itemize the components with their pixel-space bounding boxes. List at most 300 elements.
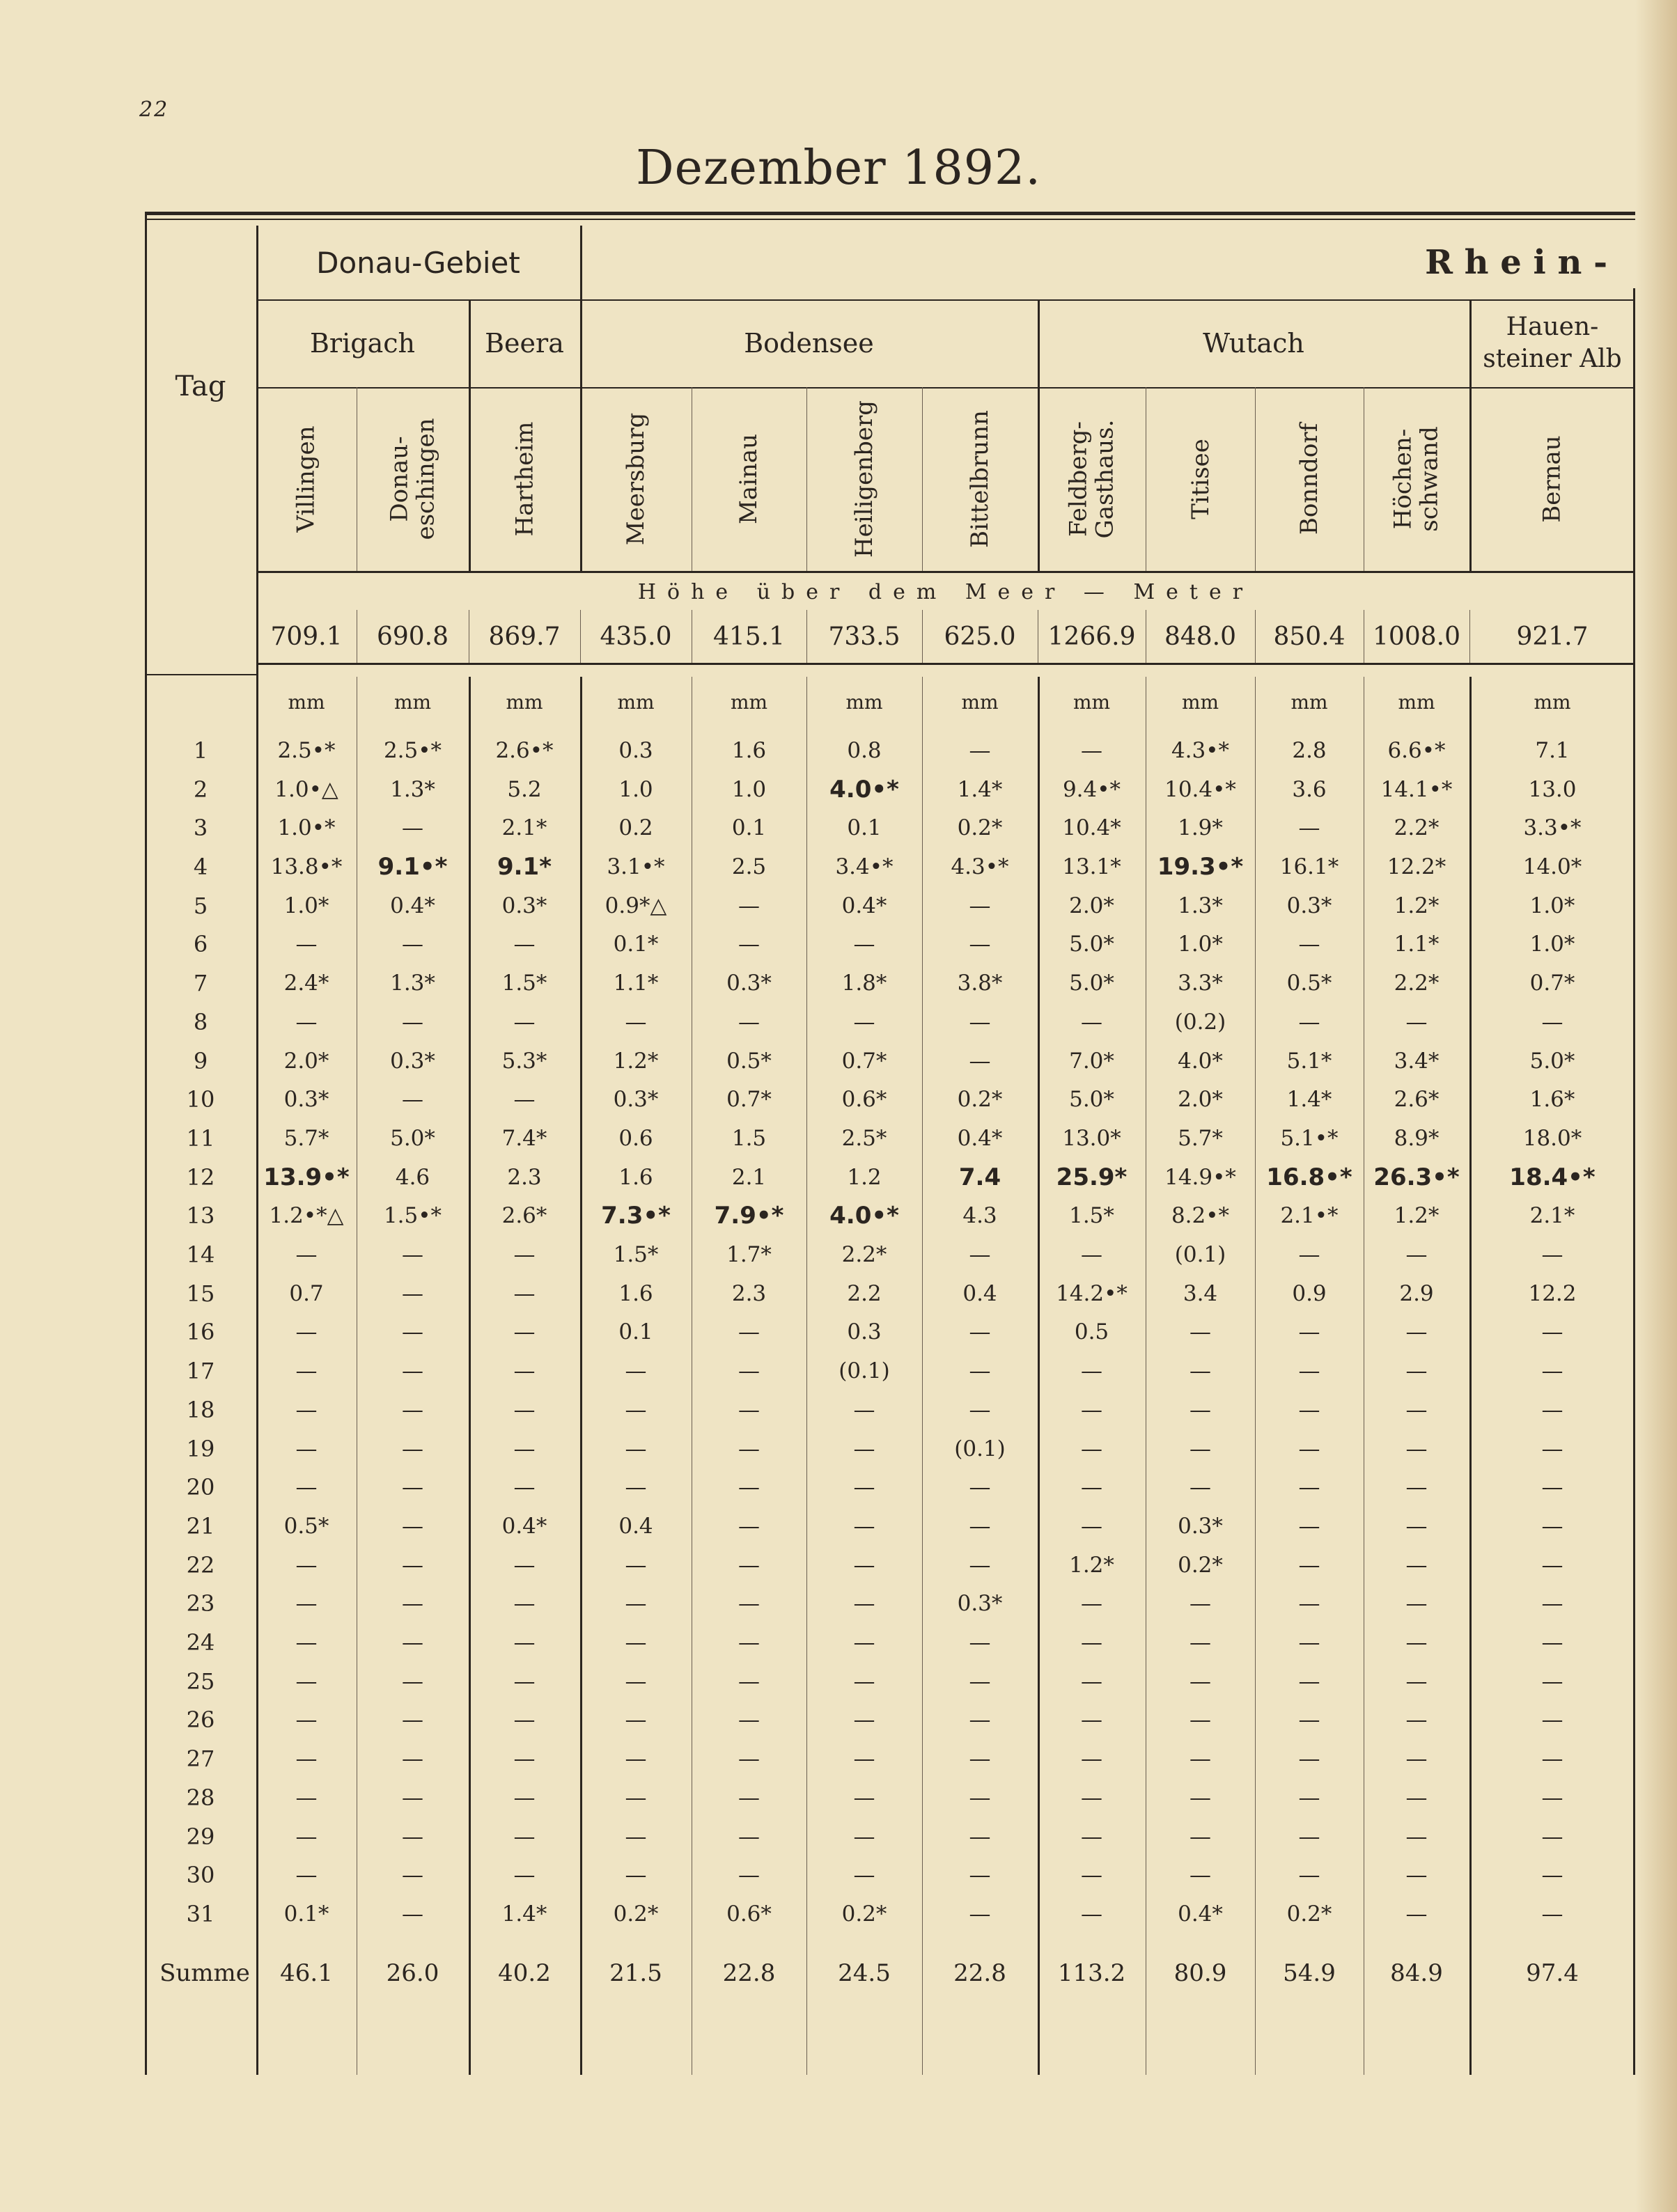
precipitation-cell: — [513,1319,536,1345]
precipitation-cell: — [1405,1397,1428,1422]
precipitation-cell: 0.3* [283,1087,329,1113]
precipitation-cell: — [1298,1009,1320,1035]
precipitation-cell: — [853,1862,875,1888]
precipitation-cell: — [1190,1319,1211,1345]
precipitation-cell: — [1298,1358,1320,1384]
precipitation-cell: — [738,1668,760,1694]
precipitation-cell: — [853,1591,875,1617]
precipitation-cell: 2.9 [1399,1280,1434,1306]
precipitation-cell: 0.2* [1286,1901,1332,1927]
precipitation-cell: 1.5* [1069,1203,1114,1229]
monthly-sum: 26.0 [386,1959,439,1987]
precipitation-cell: — [1190,1784,1211,1810]
precipitation-cell: — [1405,1823,1428,1849]
precipitation-cell: — [625,1358,647,1384]
precipitation-cell: 1.0 [731,776,767,802]
precipitation-cell: 0.2* [613,1901,659,1927]
precipitation-cell: — [513,1862,536,1888]
station-altitude: 1266.9 [1047,622,1136,651]
precipitation-cell: — [402,815,423,841]
precipitation-cell: — [1081,1242,1102,1268]
unit-label: mm [617,690,655,714]
precipitation-cell: 5.3* [501,1048,547,1074]
precipitation-cell: — [402,1242,423,1268]
precipitation-cell: 1.0* [1178,932,1223,957]
day-number: 26 [186,1707,215,1734]
precipitation-cell: 0.7* [841,1048,887,1074]
precipitation-cell: — [1405,1475,1428,1500]
table-top-rule [145,212,1635,215]
precipitation-cell: 18.4•* [1509,1163,1596,1191]
station-altitude: 850.4 [1273,622,1346,651]
monthly-sum: 97.4 [1526,1959,1579,1987]
river-wutach: Wutach [1203,328,1304,359]
precipitation-cell: — [1541,1746,1563,1772]
precipitation-cell: 0.2* [841,1901,887,1927]
day-number: 8 [193,1008,208,1035]
precipitation-cell: 1.3* [1178,893,1223,918]
precipitation-cell: (0.1) [838,1358,890,1384]
precipitation-cell: — [295,932,318,957]
day-number: 18 [186,1396,215,1423]
precipitation-cell: — [402,1280,423,1306]
precipitation-cell: 9.4•* [1062,776,1121,802]
precipitation-cell: — [853,1513,875,1539]
precipitation-cell: — [513,932,536,957]
precipitation-cell: 0.4* [390,893,435,918]
station-altitude: 690.8 [376,622,449,651]
precipitation-cell: 7.0* [1069,1048,1114,1074]
precipitation-cell: 19.3•* [1157,853,1244,881]
precipitation-cell: 2.1* [501,815,547,841]
precipitation-cell: — [1405,1668,1428,1694]
precipitation-cell: 1.9* [1178,815,1223,841]
precipitation-cell: 0.3* [957,1591,1003,1617]
precipitation-cell: — [402,1319,423,1345]
precipitation-cell: — [969,1319,991,1345]
precipitation-cell: — [295,1242,318,1268]
precipitation-cell: 1.2* [1394,893,1440,918]
precipitation-cell: 1.5 [731,1125,767,1151]
station-name [1364,387,1469,571]
precipitation-cell: — [853,1784,875,1810]
precipitation-cell: 2.6* [1394,1087,1440,1113]
day-number: 24 [186,1629,215,1656]
day-number: 31 [186,1900,215,1927]
monthly-sum: 84.9 [1390,1959,1443,1987]
precipitation-cell: — [1081,1009,1102,1035]
precipitation-cell: — [513,1009,536,1035]
precipitation-cell: — [1405,1862,1428,1888]
precipitation-cell: — [738,1552,760,1578]
precipitation-cell: — [1298,932,1320,957]
day-number: 23 [186,1590,215,1617]
river-bodensee: Bodensee [744,328,874,359]
precipitation-cell: — [1405,1242,1428,1268]
precipitation-cell: 1.5•* [383,1203,442,1229]
station-label: Bernau [1538,435,1566,523]
precipitation-cell: — [1298,1242,1320,1268]
precipitation-cell: — [1081,1513,1102,1539]
precipitation-cell: 13.8•* [270,854,343,880]
unit-label: mm [506,690,543,714]
precipitation-cell: 0.5* [283,1513,329,1539]
precipitation-cell: 2.2* [1394,971,1440,996]
precipitation-cell: — [1190,1475,1211,1500]
station-label: Mainau [735,433,763,525]
precipitation-cell: — [738,1436,760,1461]
precipitation-cell: — [738,1784,760,1810]
precipitation-cell: 0.5* [726,1048,772,1074]
precipitation-cell: 2.5•* [277,737,336,763]
precipitation-cell: 4.0•* [829,1202,899,1230]
precipitation-cell: — [1190,1358,1211,1384]
precipitation-cell: — [1541,1552,1563,1578]
precipitation-cell: — [1405,1436,1428,1461]
precipitation-cell: 1.5* [613,1242,659,1268]
precipitation-cell: 0.1* [613,932,659,957]
precipitation-cell: — [1081,1668,1102,1694]
precipitation-cell: — [513,1436,536,1461]
precipitation-cell: — [969,1009,991,1035]
page-edge-shadow [1635,0,1677,2212]
precipitation-cell: — [1298,1513,1320,1539]
precipitation-cell: — [853,1436,875,1461]
precipitation-cell: — [1298,1319,1320,1345]
precipitation-cell: 0.3* [726,971,772,996]
precipitation-cell: 4.3 [962,1203,997,1229]
precipitation-cell: 2.2* [1394,815,1440,841]
precipitation-cell: — [295,1630,318,1656]
precipitation-cell: — [969,1242,991,1268]
station-label: Bittelbrunn [966,410,994,548]
precipitation-cell: 0.4* [501,1513,547,1539]
precipitation-cell: — [513,1707,536,1733]
precipitation-cell: 1.7* [726,1242,772,1268]
precipitation-cell: — [295,1707,318,1733]
monthly-sum: 54.9 [1283,1959,1336,1987]
precipitation-cell: — [738,1862,760,1888]
precipitation-cell: 2.2 [847,1280,882,1306]
precipitation-cell: — [1298,1591,1320,1617]
precipitation-cell: — [969,737,991,763]
precipitation-cell: 5.0* [1069,932,1114,957]
unit-label: mm [961,690,999,714]
precipitation-cell: 0.2* [1178,1552,1223,1578]
precipitation-cell: — [402,1784,423,1810]
precipitation-cell: 8.9* [1394,1125,1440,1151]
precipitation-cell: 14.9•* [1164,1164,1236,1190]
station-label: Höchen- schwand [1389,426,1444,532]
precipitation-cell: 1.2* [1394,1203,1440,1229]
table-top-rule-inner [145,219,1635,220]
station-name [692,387,806,571]
precipitation-cell: — [969,932,991,957]
precipitation-cell: 0.5* [1286,971,1332,996]
precipitation-cell: — [625,1707,647,1733]
unit-label: mm [1534,690,1571,714]
precipitation-cell: 0.7* [726,1087,772,1113]
precipitation-cell: — [1541,1513,1563,1539]
monthly-sum: 22.8 [953,1959,1006,1987]
river-hauensteiner-alb: Hauen- steiner Alb [1483,313,1622,373]
precipitation-cell: — [1081,1475,1102,1500]
precipitation-cell: — [1081,1784,1102,1810]
precipitation-cell: 1.2•*△ [269,1203,344,1229]
precipitation-cell: 1.4* [1286,1087,1332,1113]
precipitation-cell: — [1190,1436,1211,1461]
precipitation-cell: 1.2* [1069,1552,1114,1578]
precipitation-cell: — [1405,1009,1428,1035]
station-name [1255,387,1364,571]
station-altitude: 848.0 [1164,622,1237,651]
precipitation-cell: 5.0* [390,1125,435,1151]
precipitation-cell: — [295,1746,318,1772]
precipitation-cell: 1.1* [613,971,659,996]
station-altitude: 1008.0 [1373,622,1460,651]
precipitation-cell: 0.3 [847,1319,882,1345]
precipitation-cell: — [625,1668,647,1694]
precipitation-cell: 0.4* [957,1125,1003,1151]
precipitation-cell: — [1298,1475,1320,1500]
precipitation-cell: 18.0* [1522,1125,1582,1151]
monthly-sum: 22.8 [722,1959,776,1987]
monthly-sum: 40.2 [498,1959,551,1987]
precipitation-cell: — [853,1707,875,1733]
precipitation-cell: — [969,1862,991,1888]
station-label: Villingen [292,425,321,533]
day-number: 11 [186,1124,215,1152]
precipitation-cell: — [402,1591,423,1617]
precipitation-cell: — [402,1630,423,1656]
precipitation-cell: 3.1•* [607,854,665,880]
precipitation-cell: — [1541,1630,1563,1656]
river-beera: Beera [485,328,564,359]
precipitation-cell: 12.2 [1528,1280,1577,1306]
precipitation-cell: — [738,1397,760,1422]
precipitation-cell: 5.7* [283,1125,329,1151]
precipitation-cell: — [513,1280,536,1306]
page-title: Dezember 1892. [636,141,1041,196]
precipitation-cell: — [738,1630,760,1656]
altitude-label: Höhe über dem Meer — Meter [637,579,1254,604]
precipitation-cell: — [738,1475,760,1500]
precipitation-cell: — [402,1901,423,1927]
precipitation-cell: 6.6•* [1387,737,1446,763]
day-number: 3 [193,815,208,842]
unit-label: mm [845,690,883,714]
precipitation-cell: — [969,1552,991,1578]
precipitation-cell: — [625,1475,647,1500]
precipitation-cell: — [625,1591,647,1617]
precipitation-cell: 1.0* [1529,893,1575,918]
precipitation-cell: — [402,1475,423,1500]
precipitation-cell: — [853,1397,875,1422]
precipitation-cell: 2.1 [731,1164,767,1190]
station-name [256,387,357,571]
precipitation-cell: — [738,893,760,918]
precipitation-cell: 1.0* [1529,932,1575,957]
precipitation-cell: — [738,1009,760,1035]
precipitation-cell: — [969,1668,991,1694]
precipitation-cell: — [1298,1436,1320,1461]
precipitation-cell: 1.3* [390,776,435,802]
precipitation-cell: — [625,1436,647,1461]
precipitation-cell: — [513,1242,536,1268]
precipitation-cell: — [1298,1746,1320,1772]
precipitation-cell: — [969,1630,991,1656]
precipitation-cell: — [625,1397,647,1422]
precipitation-cell: — [295,1009,318,1035]
precipitation-cell: — [295,1397,318,1422]
precipitation-cell: 2.1•* [1280,1203,1339,1229]
precipitation-cell: — [1081,1746,1102,1772]
precipitation-cell: — [1541,1475,1563,1500]
precipitation-cell: — [1541,1862,1563,1888]
precipitation-cell: 2.3 [731,1280,767,1306]
precipitation-cell: — [1190,1746,1211,1772]
summe-label: Summe [159,1959,250,1987]
station-label: Donau- eschingen [385,418,440,540]
precipitation-cell: — [1405,1358,1428,1384]
precipitation-cell: 0.3* [390,1048,435,1074]
unit-label: mm [288,690,325,714]
precipitation-cell: — [1190,1862,1211,1888]
precipitation-cell: 0.4 [962,1280,997,1306]
day-number: 27 [186,1746,215,1773]
precipitation-cell: — [1081,737,1102,763]
precipitation-cell: — [853,1552,875,1578]
precipitation-cell: 7.4* [501,1125,547,1151]
station-name [922,387,1038,571]
precipitation-cell: — [1405,1591,1428,1617]
precipitation-cell: — [295,1552,318,1578]
precipitation-cell: 2.2* [841,1242,887,1268]
day-number: 25 [186,1668,215,1695]
precipitation-cell: 4.0•* [829,775,899,803]
precipitation-cell: — [295,1475,318,1500]
precipitation-cell: — [625,1746,647,1772]
precipitation-cell: — [402,1862,423,1888]
station-label: Titisee [1186,439,1215,519]
station-altitude: 709.1 [270,622,343,651]
precipitation-cell: — [1190,1668,1211,1694]
precipitation-cell: — [295,1862,318,1888]
precipitation-cell: 0.9*△ [604,893,667,918]
precipitation-cell: 2.6•* [495,737,554,763]
precipitation-cell: 13.0 [1528,776,1577,802]
precipitation-cell: — [1541,1668,1563,1694]
precipitation-cell: 2.1* [1529,1203,1575,1229]
precipitation-cell: — [853,1475,875,1500]
day-number: 17 [186,1358,215,1385]
day-number: 13 [186,1202,215,1230]
precipitation-cell: 2.3 [507,1164,542,1190]
day-number: 28 [186,1784,215,1811]
precipitation-cell: 0.9 [1292,1280,1327,1306]
precipitation-cell: — [295,1358,318,1384]
precipitation-cell: 12.2* [1387,854,1446,880]
precipitation-cell: 1.0* [283,893,329,918]
precipitation-cell: 1.2* [613,1048,659,1074]
precipitation-cell: — [295,1823,318,1849]
precipitation-cell: — [1405,1707,1428,1733]
precipitation-cell: 9.1•* [377,853,448,881]
precipitation-cell: 2.8 [1292,737,1327,763]
precipitation-cell: — [402,1513,423,1539]
day-number: 30 [186,1862,215,1889]
precipitation-cell: — [1541,1901,1563,1927]
precipitation-cell: (0.1) [954,1436,1006,1461]
precipitation-cell: 5.1•* [1280,1125,1339,1151]
precipitation-cell: — [969,1901,991,1927]
precipitation-cell: 1.0•* [277,815,336,841]
precipitation-cell: 25.9* [1056,1163,1128,1191]
station-altitude: 435.0 [600,622,672,651]
precipitation-cell: (0.1) [1174,1242,1226,1268]
precipitation-cell: — [1541,1319,1563,1345]
day-number: 15 [186,1280,215,1307]
precipitation-cell: — [1298,1552,1320,1578]
precipitation-cell: 0.5 [1074,1319,1109,1345]
station-label: Hartheim [510,421,539,537]
station-name [469,387,580,571]
station-altitude: 733.5 [828,622,900,651]
station-name [806,387,922,571]
precipitation-cell: — [738,1319,760,1345]
precipitation-cell: 1.0•△ [274,776,338,802]
precipitation-cell: 0.6* [841,1087,887,1113]
precipitation-cell: — [1541,1397,1563,1422]
precipitation-cell: — [969,1475,991,1500]
precipitation-cell: 0.3* [501,893,547,918]
precipitation-cell: 0.3* [1286,893,1332,918]
precipitation-cell: — [738,1513,760,1539]
precipitation-cell: 5.7* [1178,1125,1223,1151]
precipitation-cell: 10.4•* [1164,776,1236,802]
precipitation-cell: 1.6* [1529,1087,1575,1113]
precipitation-cell: — [969,1397,991,1422]
precipitation-cell: — [1541,1358,1563,1384]
precipitation-cell: 26.3•* [1373,1163,1460,1191]
precipitation-cell: — [969,1513,991,1539]
precipitation-cell: — [295,1591,318,1617]
precipitation-cell: — [1298,815,1320,841]
precipitation-cell: 4.3•* [951,854,1009,880]
precipitation-cell: — [513,1358,536,1384]
precipitation-cell: — [625,1823,647,1849]
precipitation-cell: — [1081,1436,1102,1461]
precipitation-cell: 1.4* [957,776,1003,802]
precipitation-cell: — [738,932,760,957]
precipitation-cell: 10.4* [1062,815,1121,841]
precipitation-cell: — [1405,1513,1428,1539]
precipitation-cell: — [625,1630,647,1656]
precipitation-cell: — [1405,1552,1428,1578]
precipitation-cell: — [738,1358,760,1384]
precipitation-cell: — [402,1707,423,1733]
day-number: 14 [186,1241,215,1269]
precipitation-cell: 2.6* [501,1203,547,1229]
page-number: 22 [139,97,169,122]
precipitation-cell: — [402,1009,423,1035]
precipitation-cell: — [1298,1668,1320,1694]
station-altitude: 415.1 [712,622,786,651]
precipitation-cell: 0.6 [618,1125,653,1151]
precipitation-cell: 14.1•* [1380,776,1453,802]
monthly-sum: 46.1 [280,1959,333,1987]
station-label: Bonndorf [1295,423,1324,535]
